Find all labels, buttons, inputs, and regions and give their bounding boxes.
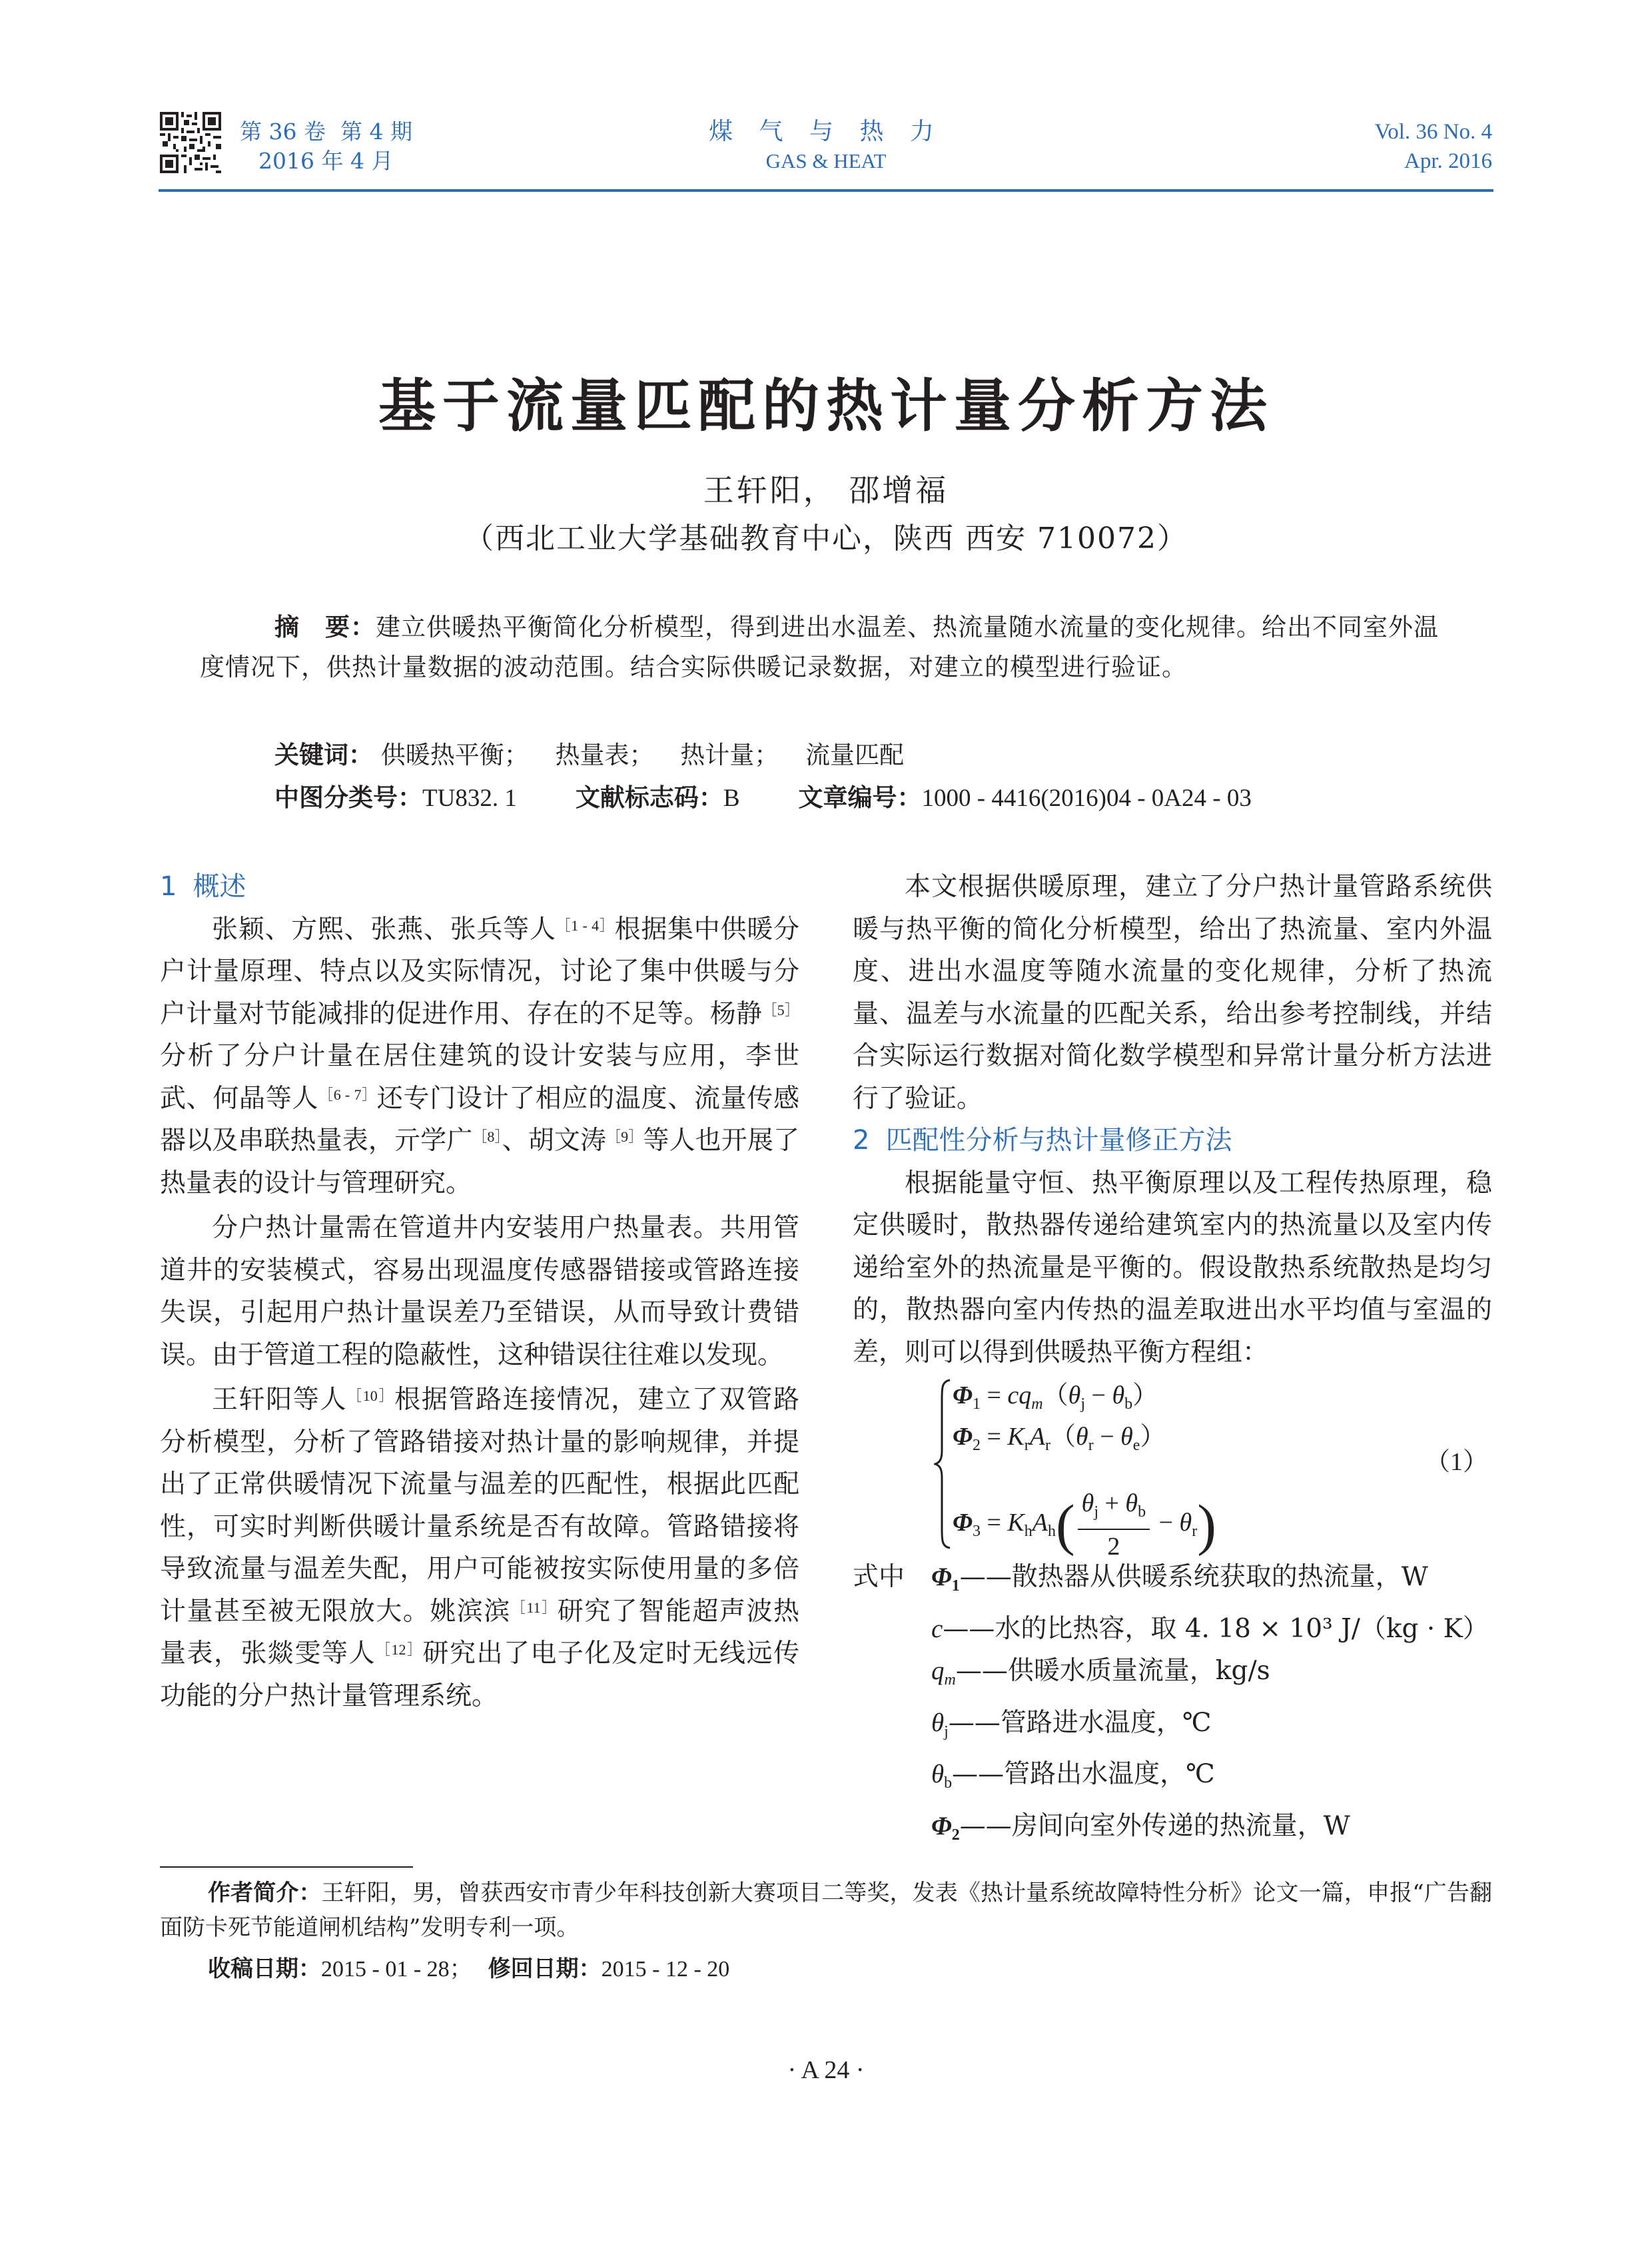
author-footnote: [160, 1876, 1492, 1945]
header-issue-info: [240, 117, 427, 176]
citation: ［10］: [347, 1387, 395, 1404]
header-journal: [693, 117, 959, 176]
definition-item: [853, 1702, 1492, 1754]
citation: ［5］: [762, 1001, 799, 1018]
paper-affiliation: （西北工业大学基础教育中心，陕西 西安 710072）: [464, 522, 1188, 556]
definition-text: ——房间向室外传递的热流量，W: [959, 1810, 1350, 1841]
author-bio-label: 作者简介：: [208, 1880, 322, 1906]
paragraph: 分户热计量需在管道井内安装用户热量表。共用管道井的安装模式，容易出现温度传感器错接或管路连接失误，引起用户热计量误差乃至错误，从而导致计费错误。由于管道工程的隐蔽性，这种错误往往难以发现。: [160, 1213, 799, 1370]
page-number: · A 24 ·: [787, 2056, 865, 2084]
submission-dates: [208, 1952, 729, 1987]
fraction: $\frac{\theta_j + \theta_b}{2}$: [1078, 1487, 1150, 1563]
article-number-label: 文章编号：: [798, 783, 922, 812]
equation-line: $\Phi_2 = K_rA_r(\theta_r - \theta_e)$: [953, 1423, 1166, 1454]
where-label: 式中: [853, 1562, 905, 1592]
revised-date: 2015 - 12 - 20: [601, 1957, 730, 1982]
definition-item: [853, 1556, 1492, 1608]
keywords: [274, 735, 923, 775]
section-1-heading: [160, 866, 799, 909]
text-run: 研究了智能超声波热量表，张燚雯等人: [160, 1596, 799, 1669]
definition-text: ——散热器从供暖系统获取的热流量，W: [959, 1562, 1428, 1592]
left-column: [160, 866, 799, 1717]
revised-label: 修回日期：: [488, 1956, 602, 1982]
symbol: $\Phi_1$: [931, 1563, 960, 1595]
abstract-label: 摘 要：: [274, 613, 376, 641]
symbol: $q_m$: [931, 1657, 956, 1688]
section-number: 1: [160, 871, 177, 902]
citation: ［1 - 4］: [556, 917, 615, 934]
paper-title: 基于流量匹配的热计量分析方法: [378, 372, 1274, 440]
text-run: 等人也开展了热量表的设计与管理研究。: [160, 1126, 799, 1198]
text-run: 分析了分户计量在居住建筑的设计安装与应用，李世武、何晶等人: [160, 1041, 799, 1114]
doc-code-label: 文献标志码：: [575, 783, 723, 812]
definition-item: [853, 1650, 1492, 1702]
paragraph: [160, 1379, 799, 1717]
text-run: 王轩阳等人: [212, 1385, 348, 1415]
citation: ［12］: [376, 1641, 423, 1658]
equation-line: $\Phi_1 = cq_m(\theta_j - \theta_b)$: [953, 1381, 1158, 1413]
received-label: 收稿日期：: [208, 1956, 321, 1982]
header-issue: 第 4 期: [340, 119, 412, 145]
text-run: 研究出了电子化及定时无线远传功能的分户热计量管理系统。: [160, 1639, 799, 1711]
equation-1: [853, 1375, 1492, 1561]
section-title: 概述: [193, 871, 246, 902]
abstract-text: 建立供暖热平衡简化分析模型，得到进出水温差、热流量随水流量的变化规律。给出不同室外温度情况下，供热计量数据的波动范围。结合实际供暖记录数据，对建立的模型进行验证。: [200, 613, 1439, 681]
keyword-item: 供暖热平衡；: [380, 741, 529, 769]
equation-line: $\Phi_3 = K_hA_h$( $\frac{\theta_j + \theta_b}{2}$ − $\theta_r$): [953, 1487, 1216, 1563]
footnote-rule: [160, 1866, 413, 1868]
text-run: 根据管路连接情况，建立了双管路分析模型，分析了管路错接对热计量的影响规律，并提出了正常供暖情况下流量与温差的匹配性，根据此匹配性，可实时判断供暖计量系统是否有故障。管路错接将导致流量与温差失配，用户可能被按实际使用量的多倍计量甚至被无限放大。姚滨滨: [160, 1385, 799, 1627]
citation: ［6 - 7］: [318, 1086, 377, 1103]
section-title: 匹配性分析与热计量修正方法: [885, 1125, 1232, 1156]
section-2-heading: [853, 1120, 1492, 1162]
header-date-en: Apr. 2016: [1404, 149, 1492, 173]
header-issue-info-en: [1375, 117, 1492, 176]
text-run: 张颖、方熙、张燕、张兵等人: [212, 914, 556, 944]
left-brace: [934, 1379, 951, 1549]
equation-number: （1）: [1424, 1448, 1488, 1476]
text-run: 根据集中供暖分户计量原理、特点以及实际情况，讨论了集中供暖与分户计量对节能减排的促进作用、存在的不足等。杨静: [160, 914, 799, 1029]
keyword-item: 热计量；: [680, 741, 779, 769]
definition-text: ——管路进水温度，℃: [948, 1707, 1212, 1738]
paper-authors: 王轩阳， 邵增福: [703, 472, 949, 508]
paragraph: [160, 909, 799, 1205]
received-date: 2015 - 01 - 28；: [321, 1957, 472, 1982]
symbol: $\theta_b$: [931, 1760, 953, 1792]
definition-item: [853, 1805, 1492, 1857]
definition-text: ——管路出水温度，℃: [952, 1759, 1215, 1789]
symbol: $\theta_j$: [931, 1708, 949, 1740]
header-volume-en: Vol. 36 No. 4: [1374, 120, 1492, 144]
keyword-item: 热量表；: [555, 741, 654, 769]
header-volume: 第 36 卷: [240, 119, 326, 145]
symbol: c: [931, 1614, 943, 1643]
text-run: 、胡文涛: [502, 1126, 607, 1156]
keyword-item: 流量匹配: [805, 741, 905, 769]
doc-code-value: B: [723, 785, 740, 812]
classification-line: [274, 778, 1252, 819]
definition-text: ——水的比热容，取 4. 18 × 10³ J/（kg · K）: [943, 1613, 1489, 1644]
definition-item: [853, 1753, 1492, 1805]
symbol: $\Phi_2$: [931, 1811, 960, 1844]
section-number: 2: [853, 1125, 870, 1156]
article-number-value: 1000 - 4416(2016)04 - 0A24 - 03: [921, 785, 1252, 812]
right-column: [853, 866, 1492, 1856]
paragraph: 根据能量守恒、热平衡原理以及工程传热原理，稳定供暖时，散热器传递给建筑室内的热流量以及室内传递给室外的热流量是平衡的。假设散热系统散热是均匀的，散热器向室内传热的温差取进出水平均值与室温的差，则可以得到供暖热平衡方程组：: [853, 1168, 1492, 1367]
definition-text: ——供暖水质量流量，kg/s: [955, 1656, 1270, 1686]
definition-item: [853, 1608, 1492, 1651]
clc-value: TU832. 1: [422, 785, 517, 812]
journal-name-en: GAS & HEAT: [765, 149, 887, 173]
header-date: 2016 年 4 月: [258, 148, 394, 174]
citation: ［9］: [606, 1128, 643, 1145]
clc-label: 中图分类号：: [274, 783, 422, 812]
header-rule: [159, 189, 1493, 192]
abstract: [200, 607, 1452, 687]
qr-code: [160, 112, 221, 173]
journal-name-cn: 煤 气 与 热 力: [709, 118, 943, 145]
citation: ［11］: [510, 1599, 558, 1616]
variable-definitions: [853, 1556, 1492, 1856]
citation: ［8］: [472, 1128, 502, 1145]
paragraph: 本文根据供暖原理，建立了分户热计量管路系统供暖与热平衡的简化分析模型，给出了热流量、室内外温度、进出水温度等随水流量的变化规律，分析了热流量、温差与水流量的匹配关系，给出参考控制线，并结合实际运行数据对简化数学模型和异常计量分析方法进行了验证。: [853, 872, 1492, 1114]
author-bio-text: 王轩阳，男，曾获西安市青少年科技创新大赛项目二等奖，发表《热计量系统故障特性分析》论文一篇，申报“广告翻面防卡死节能道闸机结构”发明专利一项。: [160, 1880, 1492, 1941]
text-run: 还专门设计了相应的温度、流量传感器以及串联热量表，亓学广: [160, 1083, 799, 1156]
keywords-label: 关键词：: [274, 741, 373, 769]
